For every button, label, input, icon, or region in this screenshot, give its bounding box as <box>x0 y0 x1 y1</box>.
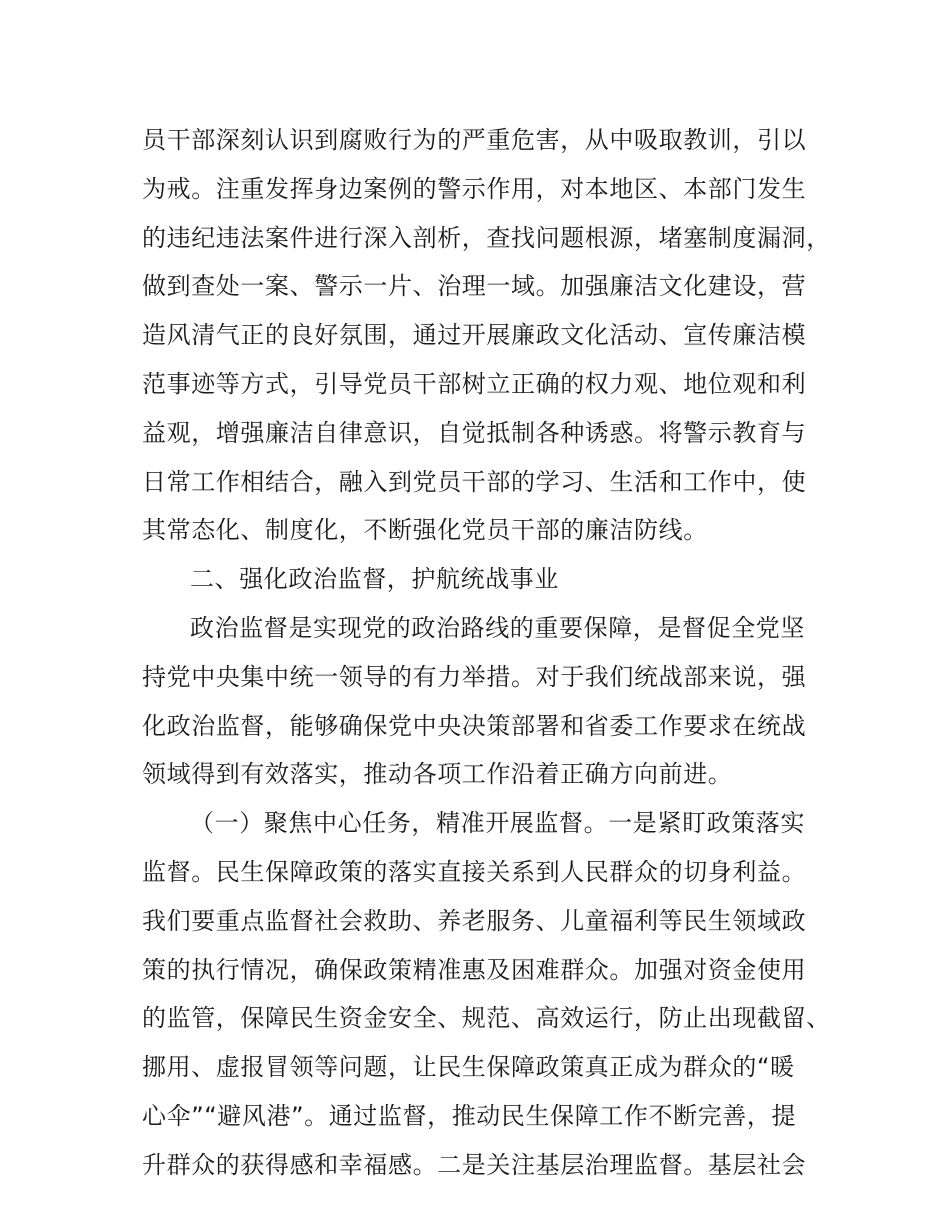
text-line-16: 监督。民生保障政策的落实直接关系到人民群众的切身利益。 <box>142 857 807 886</box>
text-line-21: 心伞”“避风港”。通过监督，推动民生保障工作不断完善，提 <box>142 1101 797 1130</box>
text-line-3: 的违纪违法案件进行深入剖析，查找问题根源，堵塞制度漏洞， <box>142 223 831 252</box>
subsection-line: （一）聚焦中心任务，精准开展监督。一是紧盯政策落实 <box>190 809 805 838</box>
text-line-7: 益观，增强廉洁自律意识，自觉抵制各种诱惑。将警示教育与 <box>142 418 807 447</box>
text-line-5: 造风清气正的良好氛围，通过开展廉政文化活动、宣传廉洁模 <box>142 321 807 350</box>
body-text <box>142 116 832 1190</box>
text-line-19: 的监管，保障民生资金安全、规范、高效运行，防止出现截留、 <box>142 1004 831 1033</box>
text-line-11: 政治监督是实现党的政治路线的重要保障，是督促全党坚 <box>190 613 805 642</box>
text-line-2: 为戒。注重发挥身边案例的警示作用，对本地区、本部门发生 <box>142 174 807 203</box>
text-line-1: 员干部深刻认识到腐败行为的严重危害，从中吸取教训，引以 <box>142 126 807 154</box>
text-line-20: 挪用、虚报冒领等问题，让民生保障政策真正成为群众的“暖 <box>142 1053 795 1082</box>
text-line-14: 领域得到有效落实，推动各项工作沿着正确方向前进。 <box>142 760 733 789</box>
text-line-17: 我们要重点监督社会救助、养老服务、儿童福利等民生领域政 <box>142 906 807 935</box>
text-line-6: 范事迹等方式，引导党员干部树立正确的权力观、地位观和利 <box>142 369 807 398</box>
text-line-12: 持党中央集中统一领导的有力举措。对于我们统战部来说，强 <box>142 662 807 691</box>
text-line-22: 升群众的获得感和幸福感。二是关注基层治理监督。基层社会 <box>142 1150 807 1179</box>
text-line-4: 做到查处一案、警示一片、治理一域。加强廉洁文化建设，营 <box>142 272 807 301</box>
text-line-8: 日常工作相结合，融入到党员干部的学习、生活和工作中，使 <box>142 467 807 496</box>
text-line-9: 其常态化、制度化，不断强化党员干部的廉洁防线。 <box>142 516 708 545</box>
text-line-13: 化政治监督，能够确保党中央决策部署和省委工作要求在统战 <box>142 711 807 740</box>
text-line-18: 策的执行情况，确保政策精准惠及困难群众。加强对资金使用 <box>142 955 807 984</box>
section-heading: 二、强化政治监督，护航统战事业 <box>190 565 559 594</box>
